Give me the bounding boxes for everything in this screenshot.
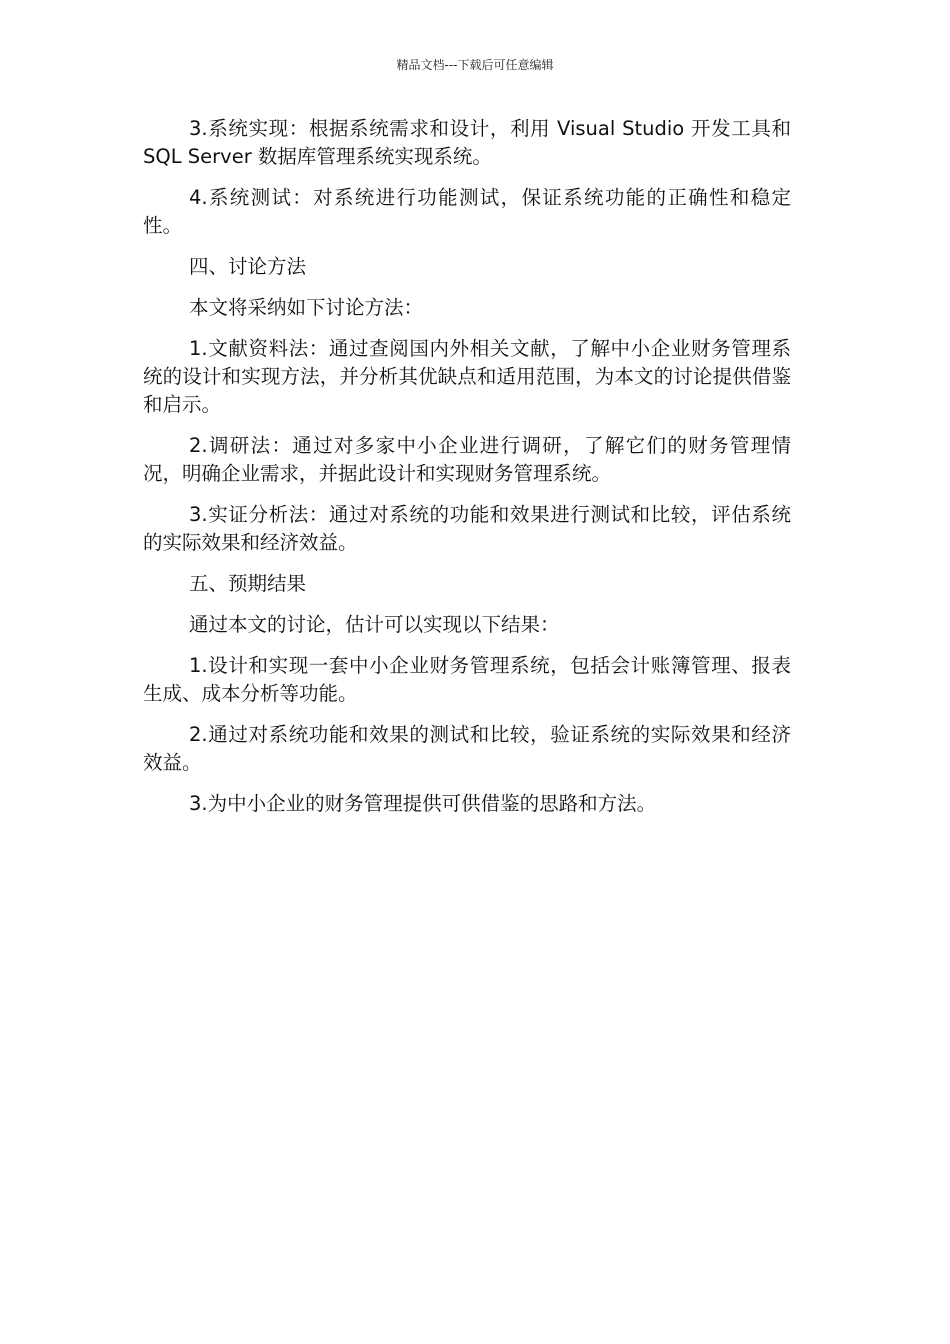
paragraph-result-2: 2.通过对系统功能和效果的测试和比较，验证系统的实际效果和经济效益。 bbox=[143, 723, 791, 774]
paragraph-result-3: 3.为中小企业的财务管理提供可供借鉴的思路和方法。 bbox=[189, 792, 657, 815]
paragraph-methods-intro: 本文将采纳如下讨论方法： bbox=[189, 296, 424, 319]
document-body bbox=[143, 115, 791, 831]
paragraph-results-intro: 通过本文的讨论，估计可以实现以下结果： bbox=[189, 613, 560, 636]
paragraph-system-implementation: 3.系统实现：根据系统需求和设计，利用 Visual Studio 开发工具和 SQL Server 数据库管理系统实现系统。 bbox=[143, 117, 791, 168]
paragraph-survey-method: 2.调研法：通过对多家中小企业进行调研，了解它们的财务管理情况，明确企业需求，并据此设计和实现财务管理系统。 bbox=[143, 434, 791, 485]
section-heading-methods: 四、讨论方法 bbox=[189, 255, 307, 278]
paragraph-empirical-method: 3.实证分析法：通过对系统的功能和效果进行测试和比较，评估系统的实际效果和经济效益。 bbox=[143, 503, 791, 554]
section-heading-expected-results: 五、预期结果 bbox=[189, 572, 307, 595]
paragraph-result-1: 1.设计和实现一套中小企业财务管理系统，包括会计账簿管理、报表生成、成本分析等功能。 bbox=[143, 654, 791, 705]
paragraph-literature-method: 1.文献资料法：通过查阅国内外相关文献，了解中小企业财务管理系统的设计和实现方法，并分析其优缺点和适用范围，为本文的讨论提供借鉴和启示。 bbox=[143, 337, 791, 416]
paragraph-system-testing: 4.系统测试：对系统进行功能测试，保证系统功能的正确性和稳定性。 bbox=[143, 186, 791, 237]
page-header: 精品文档---下载后可任意编辑 bbox=[396, 58, 554, 72]
